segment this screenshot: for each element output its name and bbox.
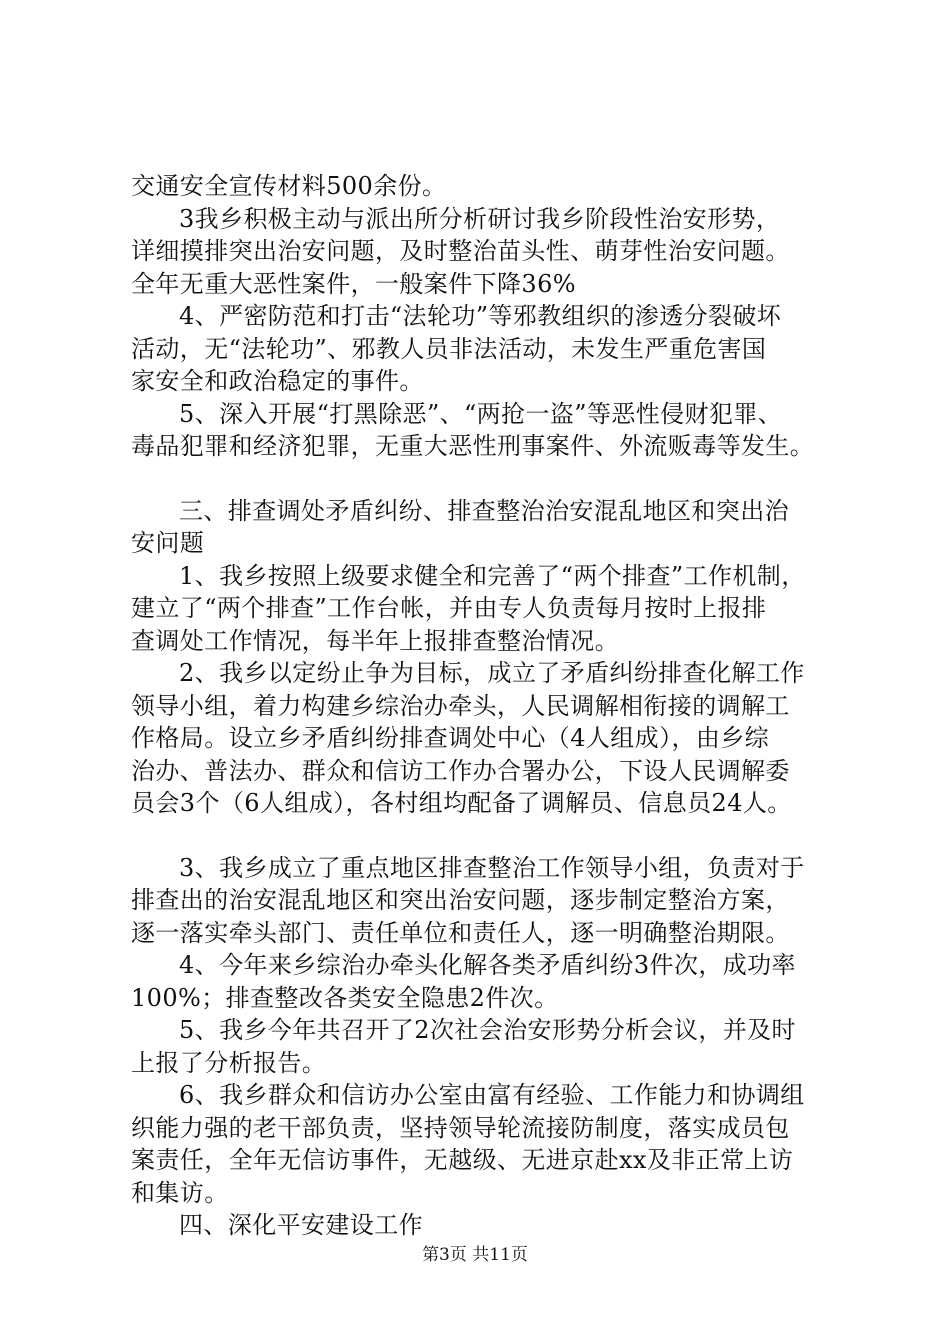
document-body — [131, 170, 843, 1242]
text-line: 1、我乡按照上级要求健全和完善了“两个排查”工作机制， — [179, 561, 806, 590]
text-line: 5、我乡今年共召开了2次社会治安形势分析会议，并及时 — [179, 1016, 796, 1044]
text-line: 详细摸排突出治安问题，及时整治苗头性、萌芽性治安问题。 — [131, 237, 790, 265]
text-line: 领导小组，着力构建乡综治办牵头，人民调解相衔接的调解工 — [131, 691, 790, 720]
text-line: 5、深入开展“打黑除恶”、“两抢一盗”等恶性侵财犯罪、 — [179, 399, 783, 428]
text-line: 100%；排查整改各类安全隐患2件次。 — [131, 983, 559, 1012]
text-line: 建立了“两个排查”工作台帐，并由专人负责每月按时上报排 — [131, 594, 767, 622]
text-line: 织能力强的老干部负责，坚持领导轮流接防制度，落实成员包 — [131, 1113, 790, 1142]
page-footer: 第3页 共11页 — [422, 1245, 528, 1265]
text-line: 员会3个（6人组成），各村组均配备了调解员、信息员24人。 — [131, 789, 792, 817]
text-line: 全年无重大恶性案件，一般案件下降36% — [131, 269, 576, 298]
text-line: 作格局。设立乡矛盾纠纷排查调处中心（4人组成），由乡综 — [131, 724, 770, 752]
text-line: 排查出的治安混乱地区和突出治安问题，逐步制定整治方案， — [131, 886, 790, 914]
text-line: 6、我乡群众和信访办公室由富有经验、工作能力和协调组 — [179, 1081, 805, 1109]
text-line: 案责任，全年无信访事件，无越级、无进京赴xx及非正常上访 — [131, 1146, 794, 1174]
paragraph-gap — [131, 820, 843, 852]
text-line: 交通安全宣传材料500余份。 — [131, 172, 447, 200]
text-line: 治办、普法办、群众和信访工作办合署办公，下设人民调解委 — [131, 756, 790, 785]
text-line: 4、今年来乡综治办牵头化解各类矛盾纠纷3件次，成功率 — [179, 951, 796, 979]
paragraph-gap — [131, 463, 843, 495]
text-line: 活动，无“法轮功”、邪教人员非法活动，未发生严重危害国 — [131, 334, 767, 363]
text-line: 3、我乡成立了重点地区排查整治工作领导小组，负责对于 — [179, 853, 805, 882]
text-line: 和集访。 — [131, 1178, 229, 1207]
text-line: 查调处工作情况，每半年上报排查整治情况。 — [131, 626, 619, 655]
text-line: 3我乡积极主动与派出所分析研讨我乡阶段性治安形势， — [179, 204, 781, 233]
text-line: 安问题 — [131, 529, 205, 557]
text-line: 4、严密防范和打击“法轮功”等邪教组织的渗透分裂破坏 — [179, 302, 782, 330]
text-line: 上报了分析报告。 — [131, 1048, 327, 1077]
text-line: 四、深化平安建设工作 — [179, 1211, 423, 1239]
text-line: 家安全和政治稳定的事件。 — [131, 367, 424, 395]
text-line: 三、排查调处矛盾纠纷、排查整治治安混乱地区和突出治 — [179, 496, 789, 525]
text-line: 毒品犯罪和经济犯罪，无重大恶性刑事案件、外流贩毒等发生。 — [131, 432, 815, 460]
text-line: 2、我乡以定纷止争为目标，成立了矛盾纠纷排查化解工作 — [179, 659, 805, 687]
text-line: 逐一落实牵头部门、责任单位和责任人，逐一明确整治期限。 — [131, 918, 790, 947]
